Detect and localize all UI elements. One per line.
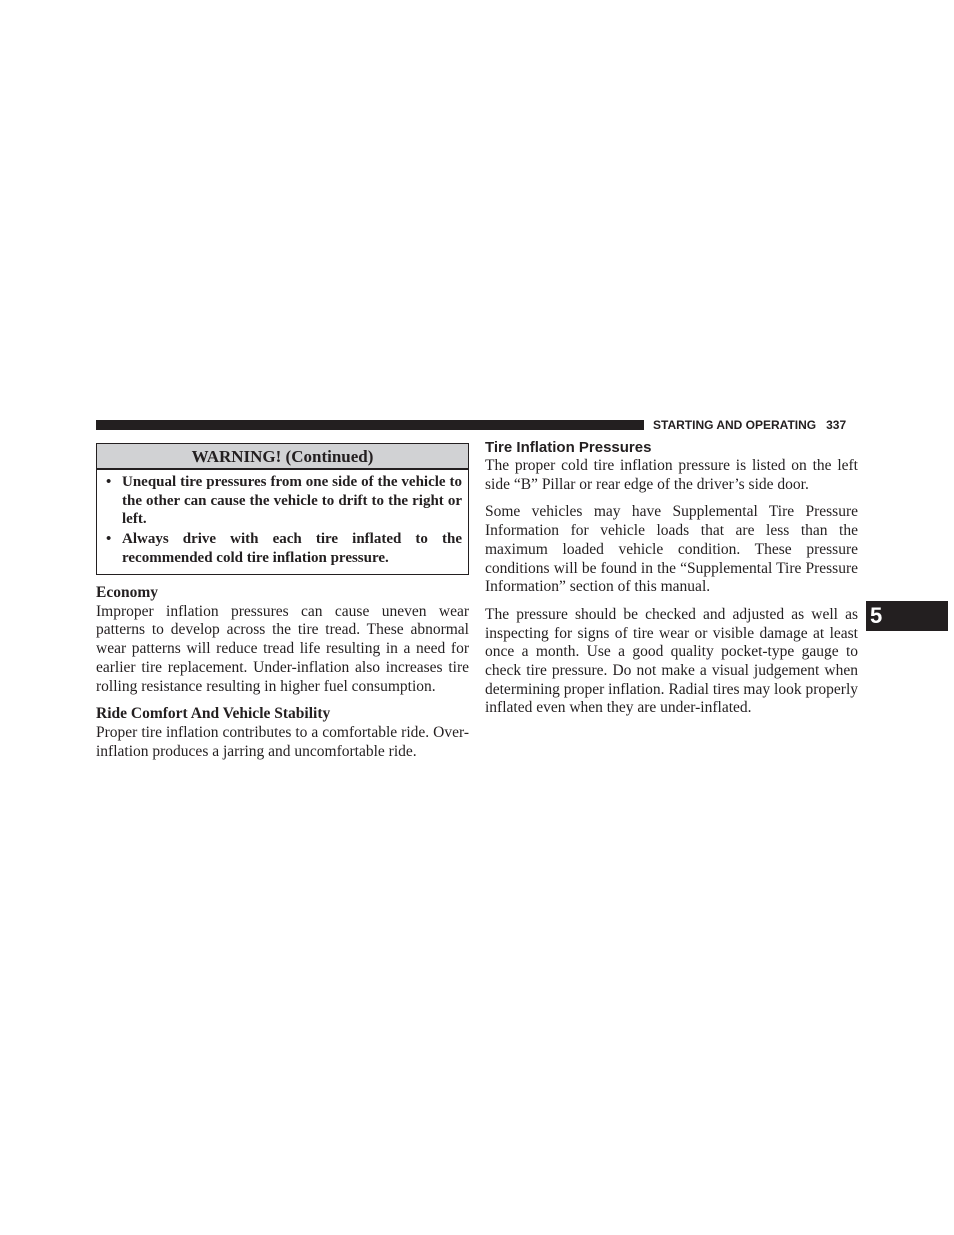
section-title: STARTING AND OPERATING xyxy=(653,418,817,432)
chapter-tab: 5 xyxy=(866,601,948,631)
right-column xyxy=(485,438,858,718)
warning-item xyxy=(104,530,462,567)
paragraph: Some vehicles may have Supplemental Tire Pressure Information for vehicle loads that are less than the maximum loaded vehicle condition. These pressure conditions will be found in the “Supplemental Tire Pressure Information” section of this manual. xyxy=(485,503,858,596)
warning-title: WARNING! (Continued) xyxy=(97,444,468,470)
ride-comfort-body: Proper tire inflation contributes to a comfortable ride. Over-inflation produces a jarring and uncomfortable ride. xyxy=(96,723,469,760)
warning-item xyxy=(104,473,462,529)
warning-item-text: Unequal tire pressures from one side of the vehicle to the other can cause the vehicle to drift to the right or left. xyxy=(122,474,462,528)
left-column xyxy=(96,584,469,761)
ride-comfort-heading: Ride Comfort And Vehicle Stability xyxy=(96,705,331,723)
paragraph: The proper cold tire inflation pressure is listed on the left side “B” Pillar or rear edge of the driver’s side door. xyxy=(485,457,858,493)
running-header xyxy=(653,417,858,433)
economy-body: Improper inflation pressures can cause uneven wear patterns to develop across the tire tread. These abnormal wear patterns will reduce tread life resulting in a need for earlier tire replacement. Under-inflation also increases tire rolling resistance resulting in higher fuel consumption. xyxy=(96,602,469,695)
header-rule xyxy=(96,420,644,430)
warning-list xyxy=(97,470,468,568)
warning-box xyxy=(96,443,469,575)
economy-heading: Economy xyxy=(96,584,158,601)
warning-item-text: Always drive with each tire inflated to the recommended cold tire inflation pressure. xyxy=(122,531,462,566)
page-number: 337 xyxy=(826,418,847,432)
paragraph: The pressure should be checked and adjusted as well as inspecting for signs of tire wear or visible damage at least once a month. Use a good quality pocket-type gauge to check tire pressure. Do not make a visual judgement when determining proper inflation. Radial tires may look properly inflated even when they are under-inflated. xyxy=(485,605,858,717)
bullet-icon: • xyxy=(106,474,112,490)
bullet-icon: • xyxy=(106,531,112,548)
tire-inflation-heading: Tire Inflation Pressures xyxy=(485,439,652,456)
